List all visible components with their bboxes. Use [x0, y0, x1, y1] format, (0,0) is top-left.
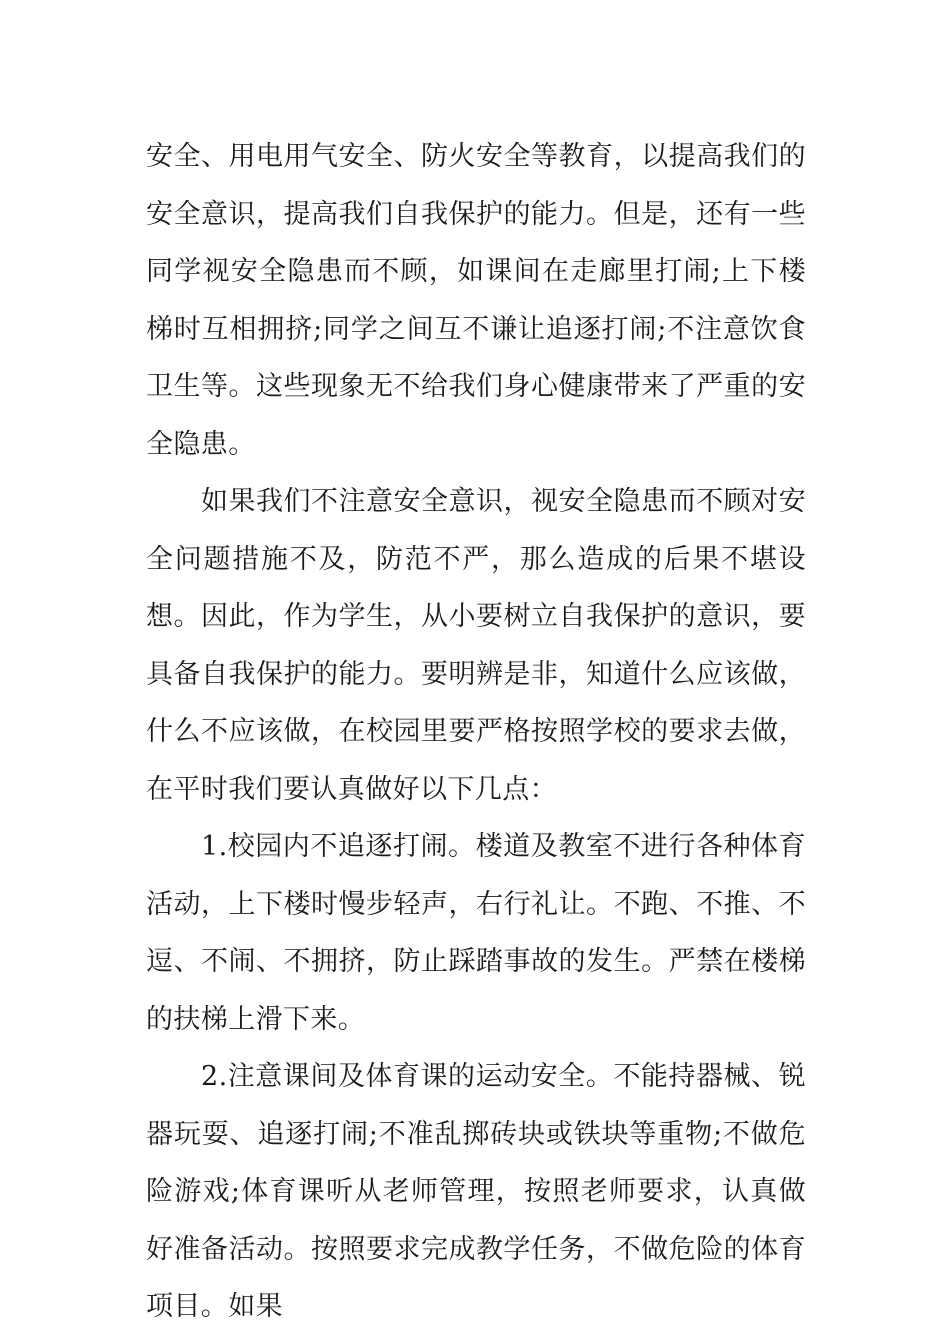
paragraph-item-1: 1.校园内不追逐打闹。楼道及教室不进行各种体育活动，上下楼时慢步轻声，右行礼让。不跑、不推、不逗、不闹、不拥挤，防止踩踏事故的发生。严禁在楼梯的扶梯上滑下来。 — [146, 831, 806, 1035]
paragraph-item-2: 2.注意课间及体育课的运动安全。不能持器械、锐器玩耍、追逐打闹;不准乱掷砖块或铁块等重物;不做危险游戏;体育课听从老师管理，按照老师要求，认真做好准备活动。按照要求完成教学任务，不做危险的体育项目。如果 — [146, 1061, 806, 1322]
document-body — [146, 128, 806, 1336]
paragraph-consequences: 如果我们不注意安全意识，视安全隐患而不顾对安全问题措施不及，防范不严，那么造成的后果不堪设想。因此，作为学生，从小要树立自我保护的意识，要具备自我保护的能力。要明辨是非，知道什么应该做，什么不应该做，在校园里要严格按照学校的要求去做，在平时我们要认真做好以下几点： — [146, 486, 806, 805]
paragraph-continuation: 安全、用电用气安全、防火安全等教育，以提高我们的安全意识，提高我们自我保护的能力。但是，还有一些同学视安全隐患而不顾，如课间在走廊里打闹;上下楼梯时互相拥挤;同学之间互不谦让追逐打闹;不注意饮食卫生等。这些现象无不给我们身心健康带来了严重的安全隐患。 — [146, 141, 806, 460]
